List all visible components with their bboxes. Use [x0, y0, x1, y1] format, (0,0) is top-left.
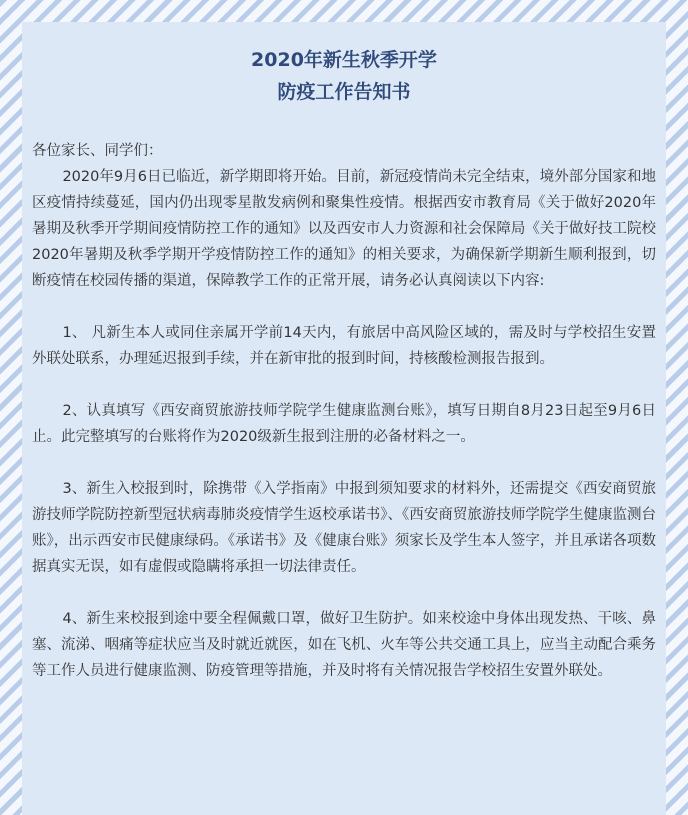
notice-title-line1: 2020年新生秋季开学: [251, 49, 437, 71]
item-4-paragraph: 4、新生来校报到途中要全程佩戴口罩，做好卫生防护。如来校途中身体出现发热、干咳、鼻塞、流涕、咽痛等症状应当及时就近就医，如在飞机、火车等公共交通工具上，应当主动配合乘务等工作人员进行健康监测、防疫管理等措施，并及时将有关情况报告学校招生安置外联处。: [32, 611, 656, 679]
notice-panel: [22, 22, 666, 815]
notice-body: [32, 138, 656, 684]
greeting: 各位家长、同学们：: [32, 143, 163, 159]
intro-paragraph: 2020年9月6日已临近，新学期即将开始。目前，新冠疫情尚未完全结束，境外部分国家和地区疫情持续蔓延，国内仍出现零星散发病例和聚集性疫情。根据西安市教育局《关于做好2020年暑期及秋季开学期间疫情防控工作的通知》以及西安市人力资源和社会保障局《关于做好技工院校2020年暑期及秋季学期开学疫情防控工作的通知》的相关要求，为确保新学期新生顺利报到，切断疫情在校园传播的渠道，保障教学工作的正常开展，请务必认真阅读以下内容:: [32, 169, 656, 289]
notice-title-line2: 防疫工作告知书: [277, 81, 411, 103]
item-1-paragraph: 1、 凡新生本人或同住亲属开学前14天内，有旅居中高风险区域的，需及时与学校招生安置外联处联系，办理延迟报到手续，并在新审批的报到时间，持核酸检测报告报到。: [32, 325, 656, 367]
item-3-paragraph: 3、新生入校报到时，除携带《入学指南》中报到须知要求的材料外，还需提交《西安商贸旅游技师学院防控新型冠状病毒肺炎疫情学生返校承诺书》、《西安商贸旅游技师学院学生健康监测台账》，出示西安市民健康绿码。《承诺书》及《健康台账》须家长及学生本人签字，并且承诺各项数据真实无误，如有虚假或隐瞒将承担一切法律责任。: [32, 481, 656, 575]
item-2-paragraph: 2、认真填写《西安商贸旅游技师学院学生健康监测台账》，填写日期自8月23日起至9月6日止。此完整填写的台账将作为2020级新生报到注册的必备材料之一。: [32, 403, 656, 445]
